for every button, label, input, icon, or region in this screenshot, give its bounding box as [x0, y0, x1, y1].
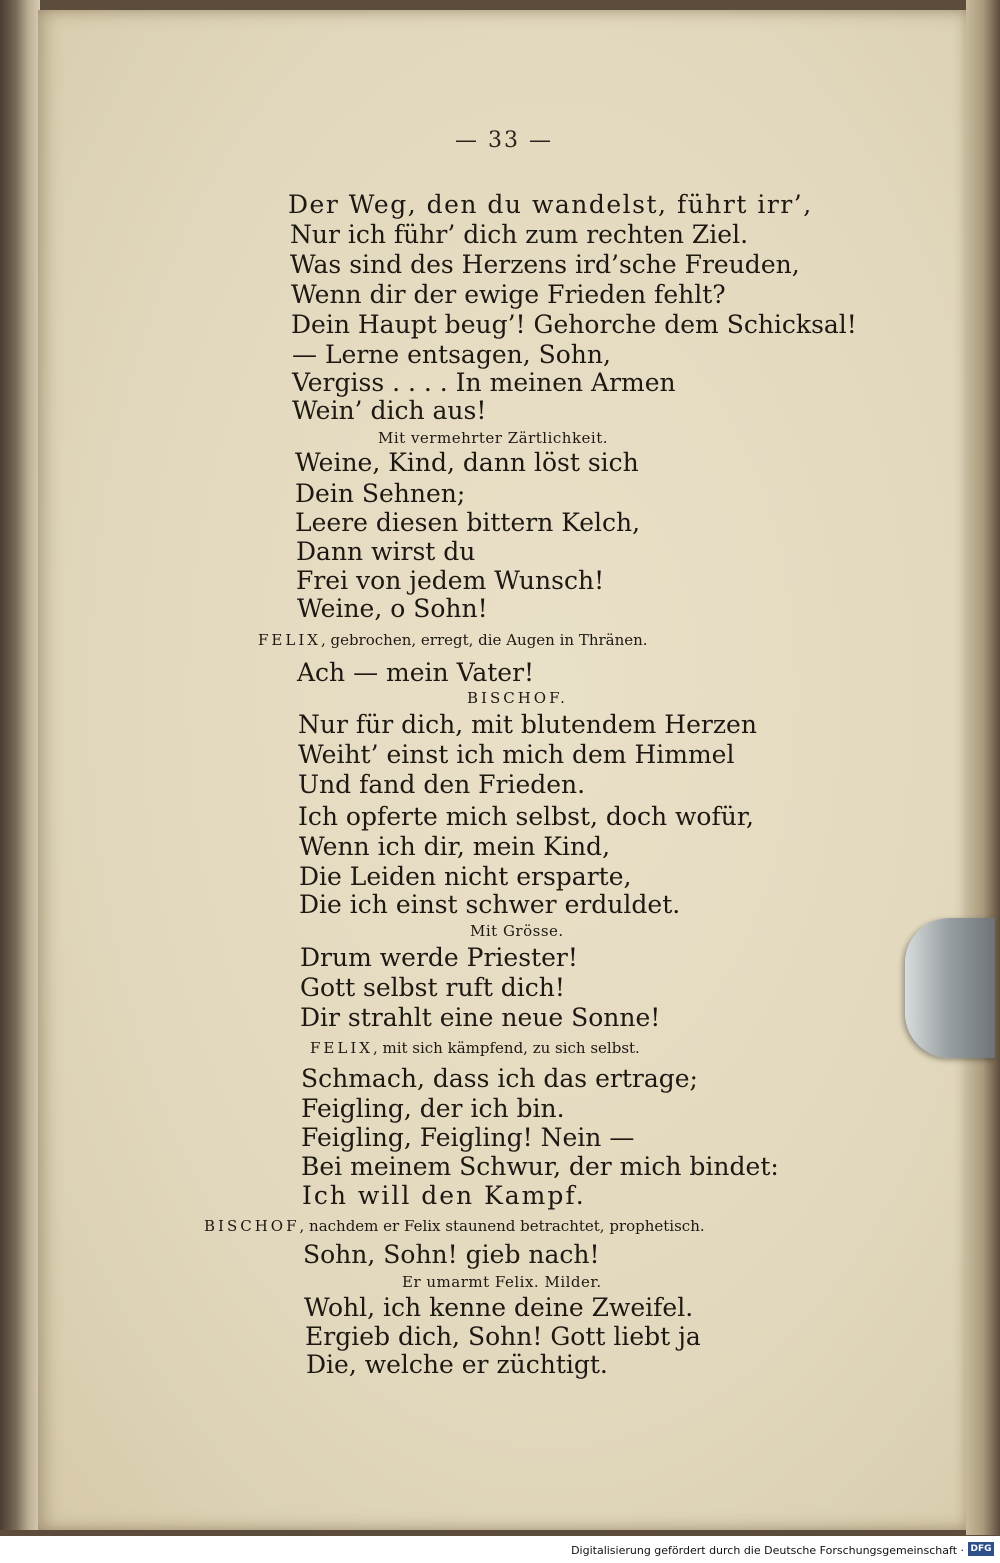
speaker-felix — [258, 630, 648, 650]
verse-line: Die Leiden nicht ersparte, — [299, 862, 632, 891]
verse-line: Feigling, der ich bin. — [301, 1094, 565, 1123]
verse-line: Die, welche er züchtigt. — [306, 1350, 608, 1379]
verse-line: Drum werde Priester! — [300, 943, 578, 972]
verse-line: Ich will den Kampf. — [302, 1181, 586, 1210]
verse-line: Vergiss . . . . In meinen Armen — [292, 368, 676, 397]
speaker-felix — [310, 1038, 640, 1058]
verse-line: Leere diesen bittern Kelch, — [295, 508, 641, 537]
speaker-direction: , mit sich kämpfend, zu sich selbst. — [372, 1039, 640, 1057]
speaker-direction: , gebrochen, erregt, die Augen in Thränen. — [320, 631, 648, 649]
speaker-name: BISCHOF. — [467, 689, 568, 707]
speaker-direction: , nachdem er Felix staunend betrachtet, prophetisch. — [299, 1217, 705, 1235]
verse-line: Schmach, dass ich das ertrage; — [301, 1064, 698, 1093]
verse-line: Nur ich führ’ dich zum rechten Ziel. — [290, 220, 749, 249]
speaker-name: FELIX — [310, 1039, 373, 1057]
verse-line: Wenn ich dir, mein Kind, — [299, 832, 611, 861]
verse-line: Wohl, ich kenne deine Zweifel. — [304, 1293, 694, 1322]
verse-line: Feigling, Feigling! Nein — — [301, 1123, 635, 1152]
verse-line: — Lerne entsagen, Sohn, — [292, 340, 611, 369]
stage-direction: Mit Grösse. — [470, 922, 564, 940]
verse-line: Ich opferte mich selbst, doch wofür, — [298, 802, 754, 831]
verse-line: Dein Haupt beug’! Gehorche dem Schicksal! — [291, 310, 857, 339]
verse-line: Ergieb dich, Sohn! Gott liebt ja — [305, 1322, 701, 1351]
verse-line: Dann wirst du — [296, 537, 476, 566]
speaker-bischof — [204, 1216, 705, 1236]
verse-line: Gott selbst ruft dich! — [300, 973, 565, 1002]
stage-direction: Mit vermehrter Zärtlichkeit. — [378, 429, 609, 447]
verse-line: Frei von jedem Wunsch! — [296, 566, 605, 595]
verse-line: Wenn dir der ewige Frieden fehlt? — [291, 280, 726, 309]
dfg-logo: DFG — [968, 1542, 994, 1556]
footer-bar — [0, 1536, 1000, 1563]
verse-line: Der Weg, den du wandelst, führt irr’, — [288, 190, 813, 219]
verse-line: Weiht’ einst ich mich dem Himmel — [298, 740, 735, 769]
verse-line: Ach — mein Vater! — [297, 658, 535, 687]
verse-line: Nur für dich, mit blutendem Herzen — [298, 710, 757, 739]
verse-line: Was sind des Herzens ird’sche Freuden, — [290, 250, 800, 279]
verse-line: Dein Sehnen; — [295, 479, 466, 508]
verse-line: Bei meinem Schwur, der mich bindet: — [301, 1152, 779, 1181]
stage-direction: Er umarmt Felix. Milder. — [402, 1273, 602, 1291]
speaker-name: BISCHOF — [204, 1217, 300, 1235]
verse-line: Sohn, Sohn! gieb nach! — [303, 1240, 600, 1269]
page-number: — 33 — — [455, 128, 553, 153]
verse-line: Und fand den Frieden. — [298, 770, 586, 799]
verse-line: Wein’ dich aus! — [292, 396, 487, 425]
speaker-name: FELIX — [258, 631, 321, 649]
verse-line: Dir strahlt eine neue Sonne! — [300, 1003, 661, 1032]
verse-line: Weine, o Sohn! — [297, 594, 488, 623]
footer-credit: Digitalisierung gefördert durch die Deutsche Forschungsgemeinschaft · — [571, 1544, 964, 1557]
speaker-bischof — [467, 688, 568, 708]
verse-line: Die ich einst schwer erduldet. — [299, 890, 681, 919]
verse-line: Weine, Kind, dann löst sich — [295, 448, 639, 477]
